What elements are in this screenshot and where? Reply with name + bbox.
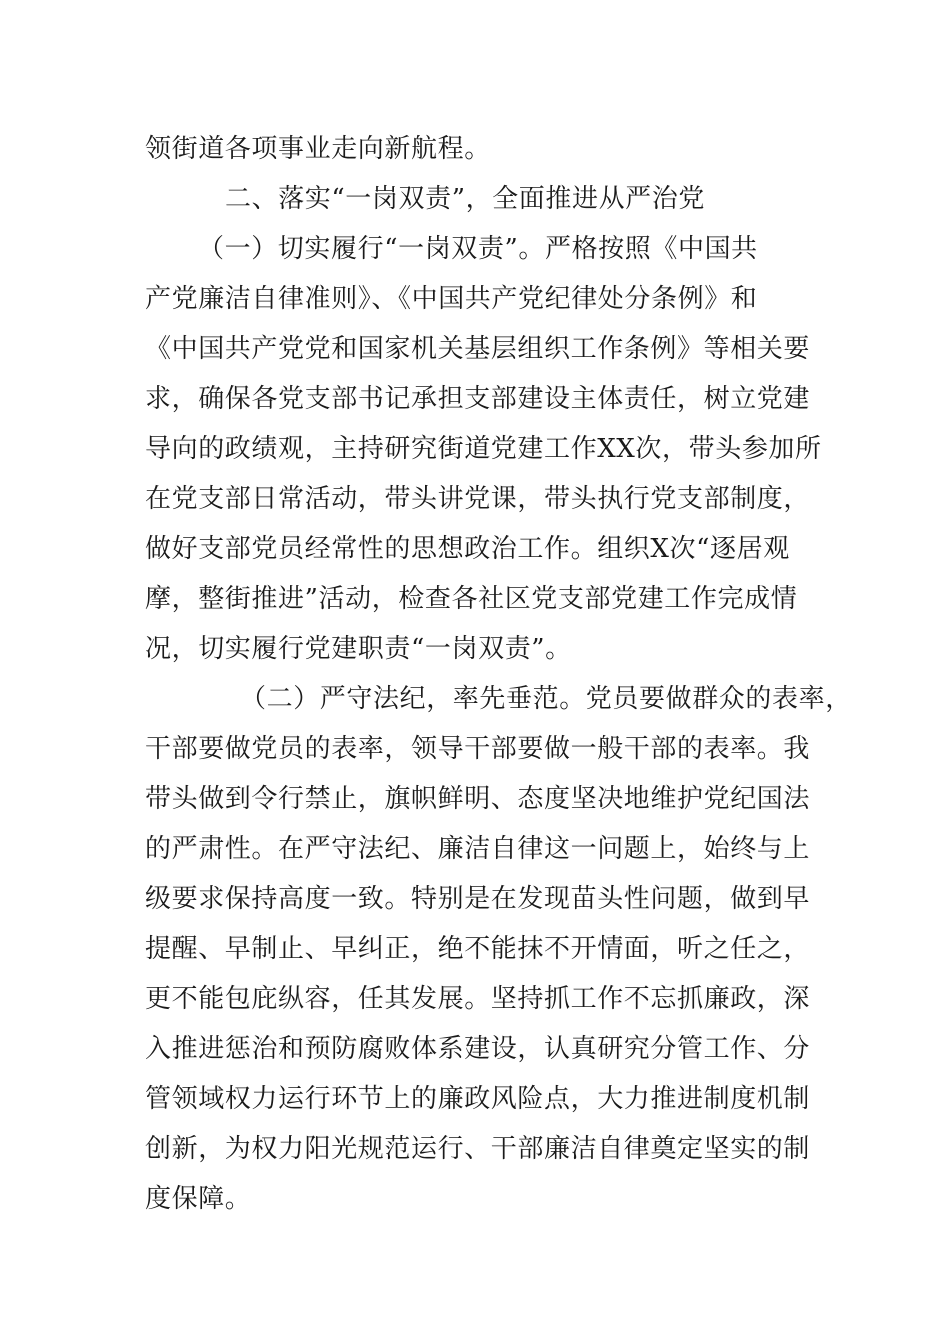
body-text-line: 的严肃性。在严守法纪、廉洁自律这一问题上，始终与上 — [145, 834, 811, 864]
body-text-line: 创新，为权力阳光规范运行、干部廉洁自律奠定坚实的制 — [145, 1134, 811, 1164]
body-text-line: 度保障。 — [145, 1184, 252, 1214]
body-text-line: 入推进惩治和预防腐败体系建设，认真研究分管工作、分 — [145, 1034, 811, 1064]
paragraph-first-line: （二）严守法纪，率先垂范。党员要做群众的表率， — [240, 684, 852, 714]
body-text-line: 在党支部日常活动，带头讲党课，带头执行党支部制度， — [145, 484, 811, 514]
section-heading: 二、落实“一岗双责”，全面推进从严治党 — [225, 184, 705, 214]
body-text-line: 况，切实履行党建职责“一岗双责”。 — [145, 634, 572, 664]
body-text-line: 干部要做党员的表率，领导干部要做一般干部的表率。我 — [145, 734, 811, 764]
paragraph-first-line: （一）切实履行“一岗双责”。严格按照《中国共 — [198, 234, 758, 264]
body-text-line: 《中国共产党党和国家机关基层组织工作条例》等相关要 — [145, 334, 811, 364]
body-text-line: 提醒、早制止、早纠正，绝不能抹不开情面，听之任之， — [145, 934, 811, 964]
body-text-line: 带头做到令行禁止，旗帜鲜明、态度坚决地维护党纪国法 — [145, 784, 811, 814]
body-text-line: 摩，整街推进”活动，检查各社区党支部党建工作完成情 — [145, 584, 798, 614]
body-text-line: 导向的政绩观，主持研究街道党建工作XX次，带头参加所 — [145, 434, 822, 464]
body-text-line: 更不能包庇纵容，任其发展。坚持抓工作不忘抓廉政，深 — [145, 984, 811, 1014]
body-text-line: 求，确保各党支部书记承担支部建设主体责任，树立党建 — [145, 384, 811, 414]
body-text-line: 产党廉洁自律准则》、《中国共产党纪律处分条例》和 — [145, 284, 758, 314]
body-text-line: 级要求保持高度一致。特别是在发现苗头性问题，做到早 — [145, 884, 811, 914]
body-text-line: 管领域权力运行环节上的廉政风险点，大力推进制度机制 — [145, 1084, 811, 1114]
body-text-line: 做好支部党员经常性的思想政治工作。组织X次“逐居观 — [145, 534, 790, 564]
body-text-line: 领街道各项事业走向新航程。 — [145, 134, 491, 164]
